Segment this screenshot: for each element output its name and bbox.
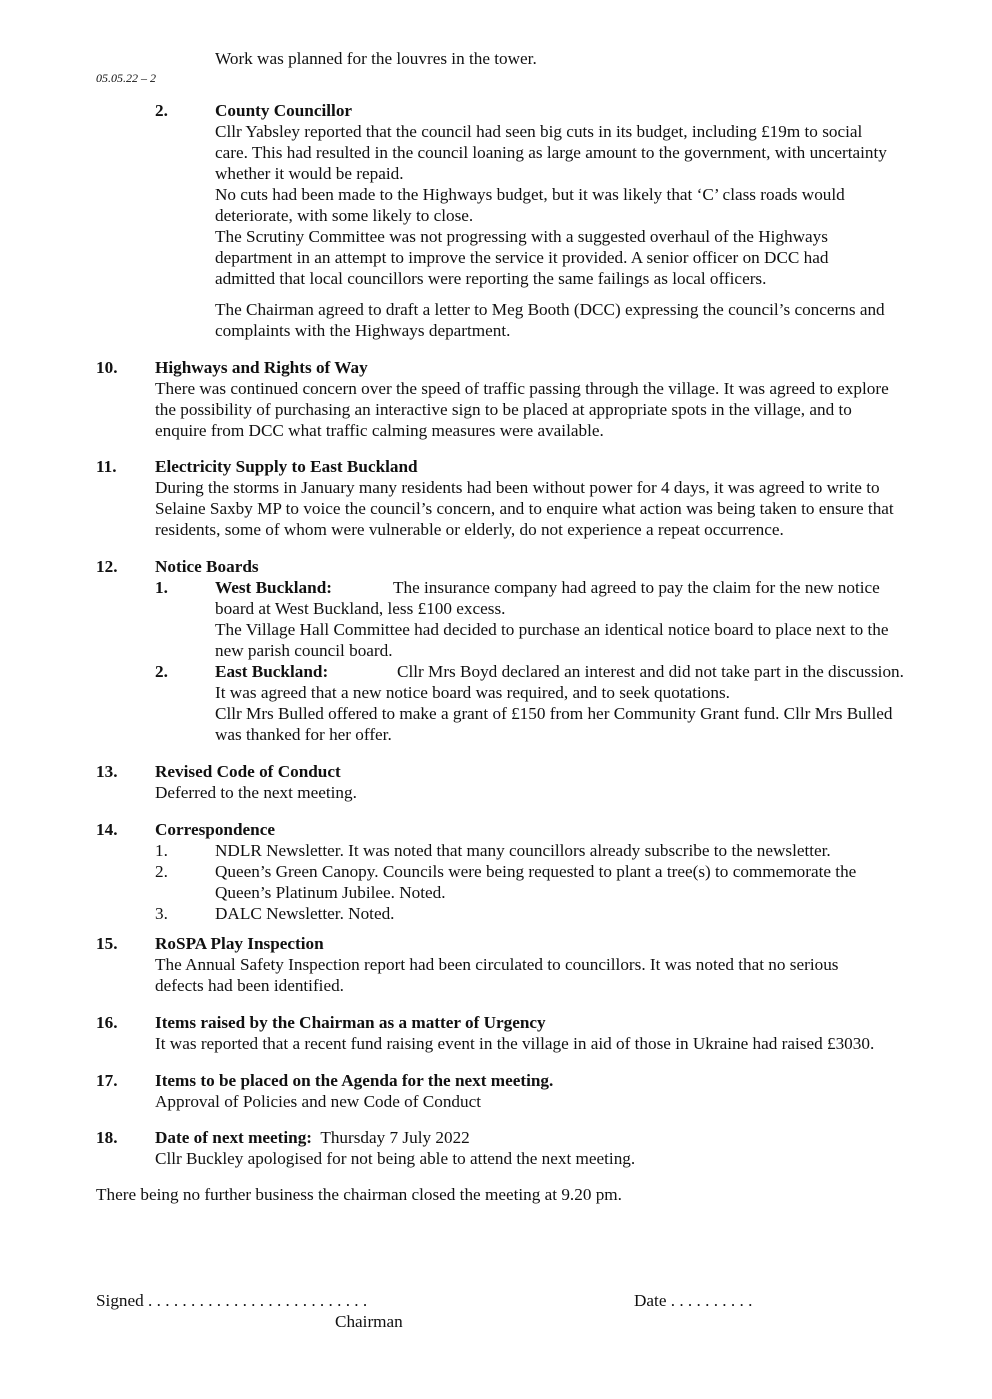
- text-line: The Scrutiny Committee was not progressing with a suggested overhaul of the Highways: [215, 227, 828, 246]
- item-number: 15.: [96, 934, 118, 953]
- item-title: Highways and Rights of Way: [155, 358, 368, 377]
- text-line: Approval of Policies and new Code of Conduct: [155, 1092, 482, 1111]
- text-line: The Village Hall Committee had decided to purchase an identical notice board to place next to the: [215, 620, 889, 639]
- item-body: [155, 761, 937, 803]
- item-number: 10.: [96, 358, 118, 377]
- item-body: [155, 556, 937, 577]
- sub-body: [215, 577, 937, 661]
- text-line: Selaine Saxby MP to voice the council’s concern, and to enquire what action was being taken to ensure that: [155, 499, 894, 518]
- text-line: Cllr Yabsley reported that the council had seen big cuts in its budget, including £19m to social: [215, 122, 863, 141]
- chairman-label: Chairman: [335, 1312, 403, 1331]
- item-body: [155, 1070, 937, 1112]
- text-line: DALC Newsletter. Noted.: [215, 904, 395, 923]
- text-line: department in an attempt to improve the service it provided. A senior officer on DCC had: [215, 248, 829, 267]
- item-body: [155, 819, 937, 840]
- sub-number: 1.: [155, 578, 168, 597]
- text-line: Cllr Mrs Boyd declared an interest and did not take part in the discussion.: [397, 662, 904, 681]
- text-line: deteriorate, with some likely to close.: [215, 206, 474, 225]
- text-line: Cllr Buckley apologised for not being able to attend the next meeting.: [155, 1149, 636, 1168]
- text-line: Cllr Mrs Bulled offered to make a grant of £150 from her Community Grant fund. Cllr Mrs Bulled: [215, 704, 893, 723]
- text-line: It was reported that a recent fund raising event in the village in aid of those in Ukraine had raised £3030.: [155, 1034, 875, 1053]
- text-line: new parish council board.: [215, 641, 393, 660]
- item-number: 12.: [96, 557, 118, 576]
- signed-line: Signed . . . . . . . . . . . . . . . . . . . . . . . . . .: [96, 1291, 368, 1310]
- text-line: board at West Buckland, less £100 excess.: [215, 599, 506, 618]
- sub-body: [215, 861, 937, 903]
- text-line: whether it would be repaid.: [215, 164, 404, 183]
- sub-body: [215, 100, 937, 341]
- next-meeting-date: Thursday 7 July 2022: [320, 1128, 470, 1147]
- top-line: Work was planned for the louvres in the tower.: [215, 49, 537, 68]
- item-body: [155, 933, 937, 996]
- sub-number: 2.: [155, 862, 168, 881]
- text-line: There was continued concern over the speed of traffic passing through the village. It was agreed to explore: [155, 379, 889, 398]
- text-line: complaints with the Highways department.: [215, 321, 511, 340]
- text-line: residents, some of whom were vulnerable or elderly, do not experience a repeat occurrence.: [155, 520, 784, 539]
- item-number: 11.: [96, 457, 117, 476]
- text-line: enquire from DCC what traffic calming measures were available.: [155, 421, 604, 440]
- text-line: defects had been identified.: [155, 976, 344, 995]
- item-number: 16.: [96, 1013, 118, 1032]
- text-line: During the storms in January many residents had been without power for 4 days, it was agreed to write to: [155, 478, 880, 497]
- text-line: Queen’s Platinum Jubilee. Noted.: [215, 883, 446, 902]
- text-line: Queen’s Green Canopy. Councils were being requested to plant a tree(s) to commemorate the: [215, 862, 857, 881]
- sub-heading: West Buckland:: [215, 578, 332, 597]
- item-body: [155, 357, 937, 441]
- sub-number: 3.: [155, 904, 168, 923]
- item-number: 18.: [96, 1128, 118, 1147]
- text-line: The insurance company had agreed to pay the claim for the new notice: [393, 578, 880, 597]
- sub-number: 1.: [155, 841, 168, 860]
- page-reference: 05.05.22 – 2: [96, 71, 156, 85]
- text-line: admitted that local councillors were reporting the same failings as local officers.: [215, 269, 767, 288]
- item-title: Notice Boards: [155, 557, 259, 576]
- text-line: was thanked for her offer.: [215, 725, 392, 744]
- sub-body: [215, 903, 937, 924]
- sub-title: County Councillor: [215, 101, 353, 120]
- item-title: Electricity Supply to East Buckland: [155, 457, 418, 476]
- sub-number: 2.: [155, 101, 168, 120]
- item-number: 14.: [96, 820, 118, 839]
- item-body: [155, 1012, 937, 1054]
- text-line: It was agreed that a new notice board was required, and to seek quotations.: [215, 683, 730, 702]
- text-line: care. This had resulted in the council loaning as large amount to the government, with uncertainty: [215, 143, 887, 162]
- date-line: Date . . . . . . . . . .: [634, 1291, 753, 1310]
- item-number: 17.: [96, 1071, 118, 1090]
- item-title: Revised Code of Conduct: [155, 762, 341, 781]
- text-line: the possibility of purchasing an interactive sign to be placed at appropriate spots in the village, and to: [155, 400, 852, 419]
- text-line: No cuts had been made to the Highways budget, but it was likely that ‘C’ class roads would: [215, 185, 845, 204]
- item-title: RoSPA Play Inspection: [155, 934, 324, 953]
- item-title: Items to be placed on the Agenda for the next meeting.: [155, 1071, 554, 1090]
- sub-body: [215, 840, 937, 861]
- sub-heading: East Buckland:: [215, 662, 329, 681]
- text-line: The Annual Safety Inspection report had been circulated to councillors. It was noted that no serious: [155, 955, 839, 974]
- item-title: Correspondence: [155, 820, 275, 839]
- sub-number: 2.: [155, 662, 168, 681]
- text-line: The Chairman agreed to draft a letter to Meg Booth (DCC) expressing the council’s concerns and: [215, 300, 885, 319]
- item-body: [155, 456, 937, 540]
- closing-statement: There being no further business the chairman closed the meeting at 9.20 pm.: [96, 1185, 622, 1204]
- sub-body: [215, 661, 937, 745]
- item-body: [155, 1127, 937, 1169]
- text-line: Deferred to the next meeting.: [155, 783, 357, 802]
- text-line: NDLR Newsletter. It was noted that many councillors already subscribe to the newsletter.: [215, 841, 831, 860]
- item-title: Date of next meeting:: [155, 1128, 313, 1147]
- item-title: Items raised by the Chairman as a matter of Urgency: [155, 1013, 546, 1032]
- item-number: 13.: [96, 762, 118, 781]
